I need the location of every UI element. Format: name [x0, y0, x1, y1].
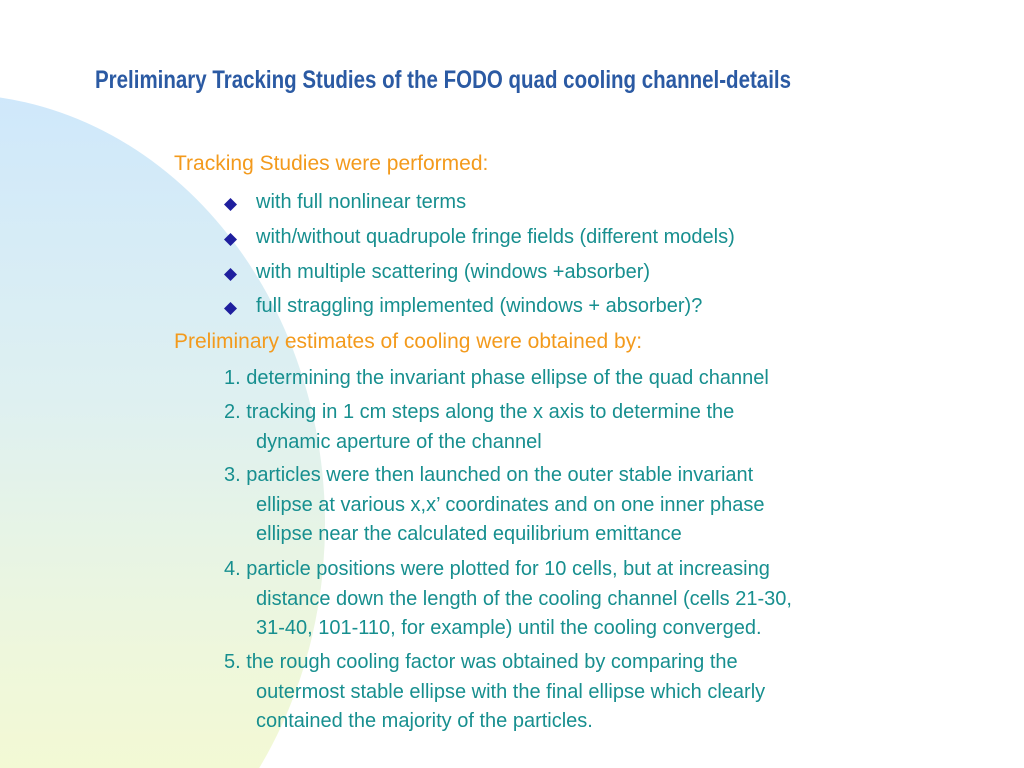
item-line: distance down the length of the cooling channel (cells 21-30, [256, 587, 792, 610]
bullet-text: full straggling implemented (windows + absorber)? [256, 295, 703, 317]
numbered-item [224, 555, 792, 644]
numbered-item [224, 648, 765, 737]
item-line: ellipse at various x,x’ coordinates and on one inner phase [256, 493, 765, 516]
numbered-item [224, 398, 734, 457]
bullet-text: with full nonlinear terms [256, 191, 467, 213]
item-line: outermost stable ellipse with the final ellipse which clearly [256, 680, 766, 703]
item-line: dynamic aperture of the channel [256, 430, 542, 453]
item-line: ellipse near the calculated equilibrium emittance [256, 523, 682, 545]
item-line: 31-40, 101-110, for example) until the cooling converged. [256, 617, 762, 639]
bullet-text: with/without quadrupole fringe fields (different models) [256, 226, 735, 248]
diamond-bullet-icon [224, 302, 237, 315]
diamond-bullet-icon [224, 233, 237, 246]
section-heading-tracking: Tracking Studies were performed: [174, 152, 489, 175]
diamond-bullet-icon [224, 268, 237, 281]
numbered-item [224, 364, 769, 394]
numbered-item [224, 461, 764, 550]
item-line: 4. particle positions were plotted for 10 cells, but at increasing [224, 558, 770, 580]
item-line: 2. tracking in 1 cm steps along the x axis to determine the [224, 401, 735, 423]
slide-title: Preliminary Tracking Studies of the FODO quad cooling channel-details [95, 66, 792, 94]
item-line: 1. determining the invariant phase ellipse of the quad channel [224, 367, 769, 389]
item-line: 5. the rough cooling factor was obtained by comparing the [224, 651, 738, 673]
item-line: contained the majority of the particles. [256, 710, 593, 732]
bullet-text: with multiple scattering (windows +absorber) [256, 261, 651, 283]
diamond-bullet-icon [224, 198, 237, 211]
section-heading-cooling: Preliminary estimates of cooling were obtained by: [174, 330, 643, 353]
item-line: 3. particles were then launched on the outer stable invariant [224, 464, 754, 486]
